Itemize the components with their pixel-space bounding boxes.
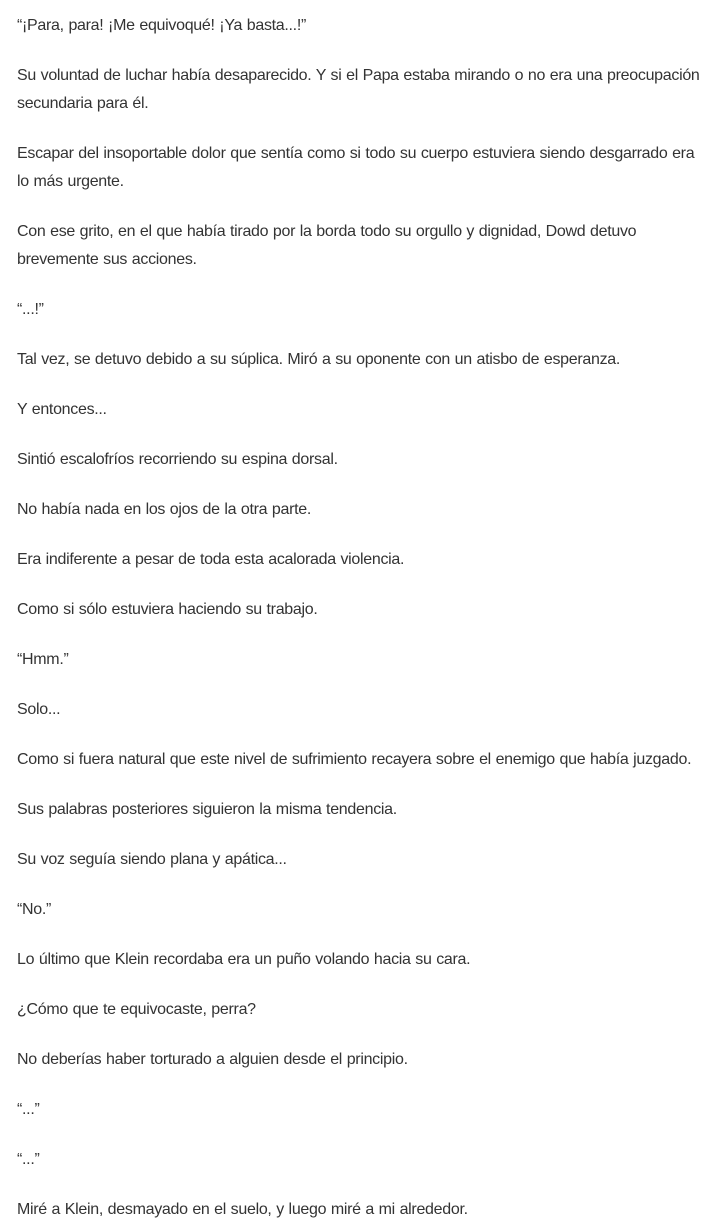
paragraph: Sintió escalofríos recorriendo su espina dorsal. (17, 451, 338, 468)
paragraph: “...” (17, 1101, 40, 1118)
paragraph: Sus palabras posteriores siguieron la misma tendencia. (17, 801, 397, 818)
paragraph: Tal vez, se detuvo debido a su súplica. Miró a su oponente con un atisbo de esperanza. (17, 351, 621, 368)
paragraph: Era indiferente a pesar de toda esta acalorada violencia. (17, 551, 405, 568)
paragraph: “...!” (17, 301, 44, 318)
paragraph: Su voz seguía siendo plana y apática... (17, 851, 287, 868)
paragraph: “¡Para, para! ¡Me equivoqué! ¡Ya basta...!” (17, 17, 306, 34)
paragraph: ¿Cómo que te equivocaste, perra? (17, 1001, 256, 1018)
paragraph: Solo... (17, 701, 61, 718)
paragraph: Como si sólo estuviera haciendo su trabajo. (17, 601, 318, 618)
paragraph: No deberías haber torturado a alguien desde el principio. (17, 1051, 408, 1068)
paragraph: Escapar del insoportable dolor que sentía como si todo su cuerpo estuviera siendo desgarrado era lo más urgente. (17, 145, 695, 190)
paragraph: Y entonces... (17, 401, 107, 418)
paragraph: “...” (17, 1151, 40, 1168)
paragraph: Como si fuera natural que este nivel de sufrimiento recayera sobre el enemigo que había juzgado. (17, 751, 692, 768)
paragraph: “No.” (17, 901, 52, 918)
paragraph: Miré a Klein, desmayado en el suelo, y luego miré a mi alrededor. (17, 1201, 468, 1218)
paragraph: Lo último que Klein recordaba era un puño volando hacia su cara. (17, 951, 471, 968)
paragraph: Su voluntad de luchar había desaparecido. Y si el Papa estaba mirando o no era una preocupación secundaria para él. (17, 67, 700, 112)
paragraph: No había nada en los ojos de la otra parte. (17, 501, 312, 518)
paragraph: Con ese grito, en el que había tirado por la borda todo su orgullo y dignidad, Dowd detuvo brevemente sus acciones. (17, 223, 637, 268)
paragraph: “Hmm.” (17, 651, 69, 668)
